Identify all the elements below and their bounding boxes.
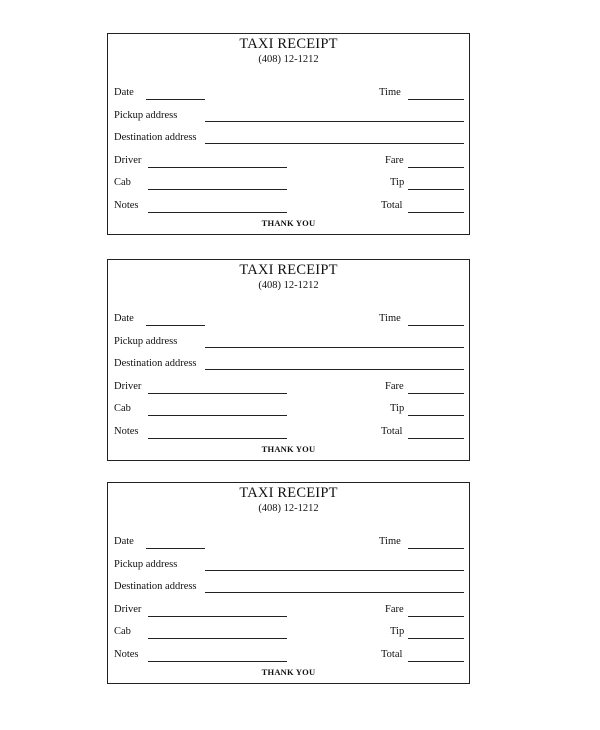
- pickup-address-line[interactable]: [205, 121, 464, 122]
- fare-label: Fare: [385, 381, 404, 392]
- time-line[interactable]: [408, 99, 464, 100]
- date-line[interactable]: [146, 548, 205, 549]
- cab-label: Cab: [114, 403, 131, 414]
- pickup-address-line[interactable]: [205, 570, 464, 571]
- thank-you-text: THANK YOU: [261, 218, 316, 228]
- time-line[interactable]: [408, 548, 464, 549]
- taxi-receipt: [107, 259, 470, 461]
- cab-line[interactable]: [148, 189, 287, 190]
- notes-line[interactable]: [148, 438, 287, 439]
- cab-line[interactable]: [148, 638, 287, 639]
- driver-label: Driver: [114, 604, 142, 615]
- driver-label: Driver: [114, 155, 142, 166]
- destination-address-line[interactable]: [205, 369, 464, 370]
- cab-label: Cab: [114, 177, 131, 188]
- date-line[interactable]: [146, 325, 205, 326]
- taxi-receipt: [107, 482, 470, 684]
- fare-label: Fare: [385, 155, 404, 166]
- pickup-address-line[interactable]: [205, 347, 464, 348]
- driver-label: Driver: [114, 381, 142, 392]
- pickup-address-label: Pickup address: [114, 559, 178, 570]
- destination-address-label: Destination address: [114, 581, 197, 592]
- receipt-title: TAXI RECEIPT: [239, 485, 338, 501]
- time-label: Time: [379, 87, 401, 98]
- receipt-title: TAXI RECEIPT: [239, 36, 338, 52]
- date-line[interactable]: [146, 99, 205, 100]
- notes-label: Notes: [114, 649, 139, 660]
- date-label: Date: [114, 313, 134, 324]
- driver-line[interactable]: [148, 167, 287, 168]
- destination-address-label: Destination address: [114, 132, 197, 143]
- date-label: Date: [114, 87, 134, 98]
- time-label: Time: [379, 536, 401, 547]
- total-line[interactable]: [408, 661, 464, 662]
- notes-line[interactable]: [148, 661, 287, 662]
- total-line[interactable]: [408, 212, 464, 213]
- date-label: Date: [114, 536, 134, 547]
- fare-label: Fare: [385, 604, 404, 615]
- fare-line[interactable]: [408, 167, 464, 168]
- tip-line[interactable]: [408, 415, 464, 416]
- total-label: Total: [381, 200, 403, 211]
- total-label: Total: [381, 426, 403, 437]
- pickup-address-label: Pickup address: [114, 336, 178, 347]
- taxi-receipt: [107, 33, 470, 235]
- notes-label: Notes: [114, 426, 139, 437]
- thank-you-text: THANK YOU: [261, 444, 316, 454]
- tip-label: Tip: [390, 177, 405, 188]
- cab-label: Cab: [114, 626, 131, 637]
- driver-line[interactable]: [148, 616, 287, 617]
- fare-line[interactable]: [408, 616, 464, 617]
- receipt-title: TAXI RECEIPT: [239, 262, 338, 278]
- destination-address-label: Destination address: [114, 358, 197, 369]
- cab-line[interactable]: [148, 415, 287, 416]
- notes-line[interactable]: [148, 212, 287, 213]
- tip-label: Tip: [390, 403, 405, 414]
- receipt-phone: (408) 12-1212: [258, 503, 319, 514]
- thank-you-text: THANK YOU: [261, 667, 316, 677]
- receipt-phone: (408) 12-1212: [258, 54, 319, 65]
- total-line[interactable]: [408, 438, 464, 439]
- pickup-address-label: Pickup address: [114, 110, 178, 121]
- fare-line[interactable]: [408, 393, 464, 394]
- destination-address-line[interactable]: [205, 592, 464, 593]
- time-line[interactable]: [408, 325, 464, 326]
- receipt-phone: (408) 12-1212: [258, 280, 319, 291]
- notes-label: Notes: [114, 200, 139, 211]
- tip-label: Tip: [390, 626, 405, 637]
- tip-line[interactable]: [408, 638, 464, 639]
- driver-line[interactable]: [148, 393, 287, 394]
- destination-address-line[interactable]: [205, 143, 464, 144]
- tip-line[interactable]: [408, 189, 464, 190]
- time-label: Time: [379, 313, 401, 324]
- total-label: Total: [381, 649, 403, 660]
